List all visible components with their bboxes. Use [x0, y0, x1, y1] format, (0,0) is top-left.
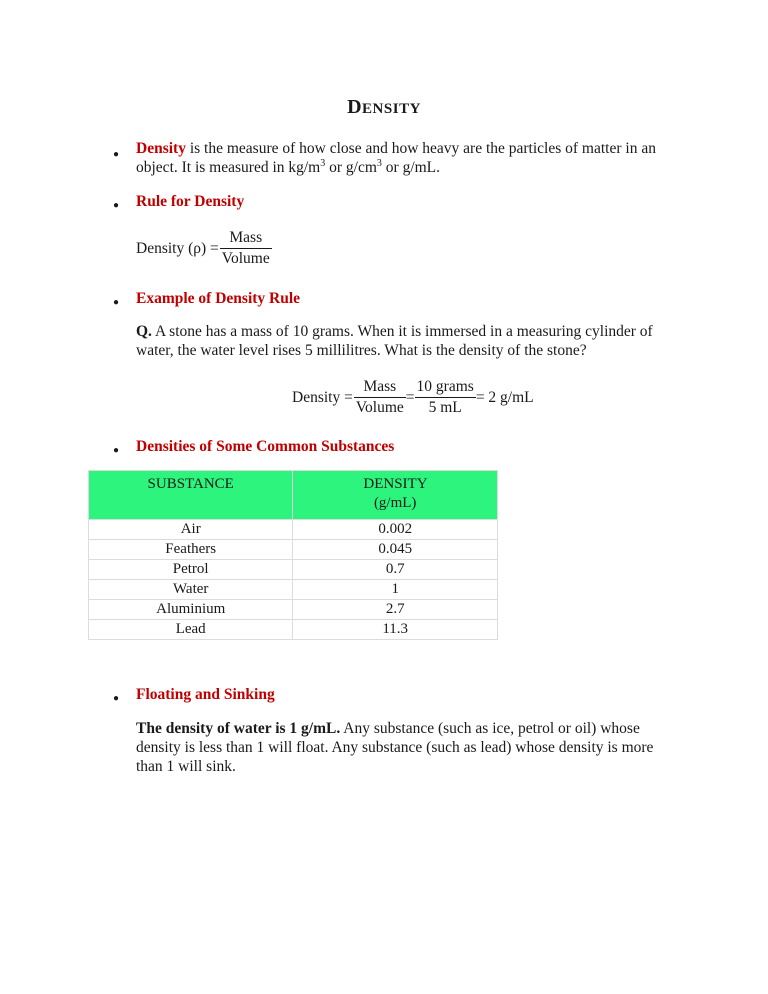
substance-cell: Air: [89, 520, 293, 540]
bullet-icon: ●: [113, 693, 120, 704]
example-formula: Density = $\frac{\text{Mass}}{\text{Volume}}$ = $\frac{\text{10 grams}}{5 mL}$ = 2 g/mL: [292, 378, 534, 416]
rule-heading: Rule for Density: [136, 193, 245, 210]
table-header-substance: SUBSTANCE: [89, 471, 293, 520]
table-row: [89, 520, 498, 540]
substance-cell: Aluminium: [89, 600, 293, 620]
bullet-icon: ●: [113, 297, 120, 308]
page-title: DENSITY: [347, 96, 421, 118]
densities-heading: Densities of Some Common Substances: [136, 438, 395, 455]
substance-cell: Petrol: [89, 560, 293, 580]
fraction: $\frac{\text{Mass}}{\text{Volume}}$: [221, 229, 270, 267]
density-cell: 0.7: [293, 560, 498, 580]
density-cell: 0.002: [293, 520, 498, 540]
floating-paragraph: The density of water is 1 g/mL. Any substance (such as ice, petrol or oil) whose density is less than 1 will float. Any substance (such as lead) whose density is more than 1 will sink.: [136, 720, 654, 775]
bullet-icon: ●: [113, 149, 120, 160]
density-cell: 2.7: [293, 600, 498, 620]
table-row: [89, 620, 498, 640]
table-row: [89, 540, 498, 560]
table-header-density: DENSITY (g/mL): [293, 471, 498, 520]
fraction: $\frac{\text{10 grams}}{5 mL}$: [416, 378, 474, 416]
substance-cell: Feathers: [89, 540, 293, 560]
bullet-icon: ●: [113, 200, 120, 211]
table-row: [89, 560, 498, 580]
floating-heading: Floating and Sinking: [136, 686, 275, 703]
table-header-row: [89, 471, 498, 520]
table-row: [89, 600, 498, 620]
density-cell: 0.045: [293, 540, 498, 560]
substance-cell: Water: [89, 580, 293, 600]
fraction: $\frac{\text{Mass}}{\text{Volume}}$: [355, 378, 404, 416]
intro-paragraph: Density is the measure of how close and how heavy are the particles of matter in an object. It is measured in $kg/m^3$ or $g/cm^3$ or g/mL.: [136, 140, 656, 176]
example-heading: Example of Density Rule: [136, 290, 301, 307]
bullet-icon: ●: [113, 445, 120, 456]
example-question: Q. A stone has a mass of 10 grams. When it is immersed in a measuring cylinder of water, the water level rises 5 millilitres. What is the density of the stone?: [136, 323, 653, 359]
density-cell: 1: [293, 580, 498, 600]
density-rule-formula: Density (ρ) = $\frac{\text{Mass}}{\text{Volume}}$: [136, 229, 270, 267]
table-row: [89, 580, 498, 600]
density-cell: 11.3: [293, 620, 498, 640]
substance-cell: Lead: [89, 620, 293, 640]
density-table: [88, 470, 498, 640]
